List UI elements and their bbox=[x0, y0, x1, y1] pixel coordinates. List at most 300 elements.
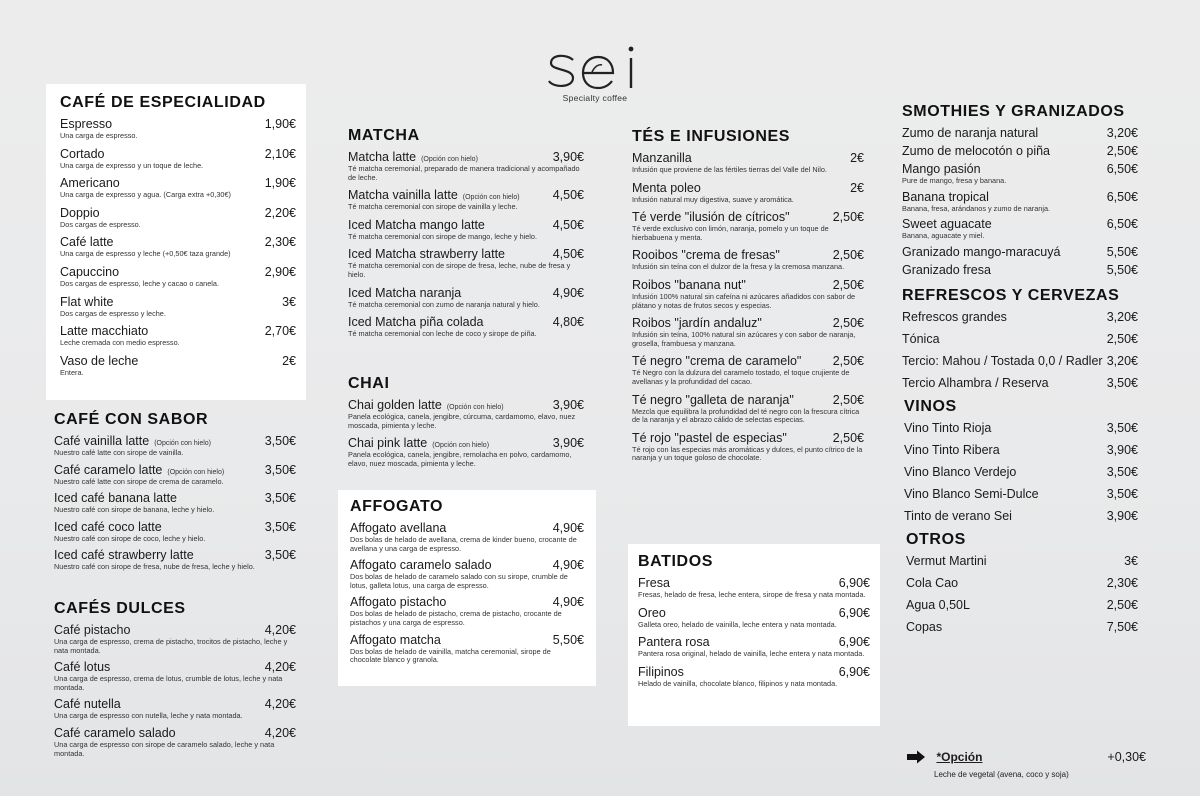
item-name bbox=[902, 162, 981, 176]
menu-item-row bbox=[348, 218, 584, 232]
option-label: *Opción bbox=[936, 750, 983, 764]
item-description: Panela ecológica, canela, jengibre, cúrcuma, cardamomo, elavo, nuez moscada, pimienta y leche. bbox=[348, 412, 576, 430]
item-name bbox=[632, 354, 801, 368]
item-description: Una carga de expresso y agua. (Carga extra +0,30€) bbox=[60, 190, 231, 200]
menu-item-row bbox=[348, 188, 584, 202]
menu-item-row bbox=[54, 548, 296, 562]
item-name bbox=[348, 398, 504, 412]
item-description: Mezcla que equilibra la profundidad del té negro con la frescura cítrica de la naranja y el abrazo cálido de selectas especias. bbox=[632, 406, 860, 425]
item-name bbox=[60, 295, 114, 309]
menu-item bbox=[54, 520, 296, 544]
item-name bbox=[60, 354, 138, 368]
section-refrescos bbox=[902, 287, 1138, 390]
item-name-text: Vino Blanco Semi-Dulce bbox=[904, 486, 1039, 501]
menu-item-row bbox=[348, 398, 584, 412]
menu-item bbox=[350, 521, 584, 553]
item-name bbox=[902, 310, 1007, 324]
item-description: Té matcha ceremonial con zumo de naranja natural y hielo. bbox=[348, 299, 540, 309]
item-price: 2,50€ bbox=[832, 430, 864, 445]
item-description: Dos bolas de helado de caramelo salado con su sirope, crumble de lotus, galleta lotus, una carga de espresso. bbox=[350, 572, 568, 590]
item-price: 4,90€ bbox=[552, 558, 584, 573]
menu-item-row bbox=[60, 265, 296, 279]
item-name-text: Mango pasión bbox=[902, 162, 981, 176]
menu-item bbox=[348, 315, 584, 339]
brand-tagline: Specialty coffee bbox=[562, 93, 628, 103]
menu-item-row bbox=[632, 151, 864, 165]
menu-item bbox=[906, 598, 1138, 612]
menu-item-row bbox=[638, 665, 870, 679]
item-price: 2,50€ bbox=[1106, 597, 1138, 612]
menu-item bbox=[904, 487, 1138, 501]
section-affogato bbox=[350, 498, 584, 670]
item-name-text: Affogato avellana bbox=[350, 521, 447, 535]
menu-item-row bbox=[60, 295, 296, 309]
item-name bbox=[54, 463, 224, 477]
menu-item bbox=[348, 247, 584, 279]
item-name bbox=[904, 509, 1012, 523]
item-price: 2€ bbox=[850, 180, 864, 195]
item-name-text: Granizado fresa bbox=[902, 262, 991, 277]
section-title: SMOTHIES Y GRANIZADOS bbox=[902, 103, 1125, 120]
item-description: Una carga de expresso y un toque de leche. bbox=[60, 160, 204, 170]
section-title: MATCHA bbox=[348, 127, 420, 144]
menu-item bbox=[632, 278, 864, 310]
menu-item bbox=[348, 188, 584, 212]
item-name bbox=[906, 598, 970, 612]
menu-item bbox=[60, 206, 296, 230]
section-sabor bbox=[54, 411, 296, 577]
item-name bbox=[348, 150, 478, 164]
item-name-text: Vino Tinto Ribera bbox=[904, 442, 1000, 457]
item-name-text: Vino Tinto Rioja bbox=[904, 420, 992, 435]
item-price: 2,70€ bbox=[264, 324, 296, 339]
item-name-text: Pantera rosa bbox=[638, 635, 710, 650]
menu-item-row bbox=[350, 558, 584, 572]
item-price: 2,50€ bbox=[832, 277, 864, 292]
item-name-text: Café caramelo salado bbox=[54, 725, 176, 740]
item-name-text: Vermut Martini bbox=[906, 553, 987, 568]
menu-item-row bbox=[632, 181, 864, 195]
menu-item bbox=[902, 144, 1138, 158]
item-price: 3,50€ bbox=[1106, 464, 1138, 479]
item-name-text: Affogato pistacho bbox=[350, 595, 447, 610]
menu-item-row bbox=[60, 147, 296, 161]
menu-item bbox=[906, 576, 1138, 590]
item-name bbox=[350, 633, 441, 647]
item-name bbox=[60, 324, 148, 338]
menu-item-row bbox=[348, 247, 584, 261]
item-name bbox=[60, 265, 119, 279]
item-description: Té rojo con las especias más aromáticas y dulces, el punto cítrico de la naranja y un toque goloso de chocolate. bbox=[632, 444, 863, 463]
item-name bbox=[54, 491, 177, 505]
item-description: Una carga de espresso, crema de pistacho, trocitos de pistacho, leche y nata montada. bbox=[54, 637, 288, 655]
item-name bbox=[632, 248, 780, 262]
section-vinos bbox=[902, 398, 1138, 523]
item-name-text: Matcha latte bbox=[348, 150, 417, 164]
menu-item bbox=[904, 509, 1138, 523]
item-name bbox=[632, 181, 701, 195]
section-title: CAFÉ CON SABOR bbox=[54, 411, 209, 428]
item-name bbox=[632, 431, 787, 445]
item-option-note: (Opción con hielo) bbox=[462, 194, 520, 202]
menu-item-row bbox=[632, 248, 864, 262]
menu-item-row bbox=[902, 162, 1138, 176]
item-name-text: Doppio bbox=[60, 205, 100, 220]
menu-item-row bbox=[904, 465, 1138, 479]
item-price: 6,50€ bbox=[1106, 162, 1138, 176]
item-description: Helado de vainilla, chocolate blanco, filipinos y nata montada. bbox=[638, 678, 838, 688]
menu-item-row bbox=[902, 245, 1138, 259]
section-title: CHAI bbox=[348, 375, 390, 392]
menu-item bbox=[54, 660, 296, 692]
item-description: Té Negro con la dulzura del caramelo tostado, el toque crujiente de avellanas y la profundidad del cacao. bbox=[632, 368, 850, 386]
item-name-text: Iced café banana latte bbox=[54, 491, 178, 506]
item-name bbox=[902, 126, 1038, 140]
item-name bbox=[54, 434, 211, 448]
item-description: Pure de mango, fresa y banana. bbox=[902, 176, 1007, 185]
item-name-text: Vaso de leche bbox=[60, 353, 139, 368]
item-description: Dos bolas de helado de avellana, crema de kinder bueno, crocante de avellana y una carga de espresso. bbox=[350, 535, 577, 553]
item-name bbox=[902, 332, 940, 346]
item-price: 6,50€ bbox=[1106, 217, 1138, 232]
item-name bbox=[60, 117, 112, 131]
menu-item bbox=[54, 697, 296, 721]
section-title: AFFOGATO bbox=[350, 498, 444, 515]
item-name-text: Iced Matcha strawberry latte bbox=[348, 247, 506, 262]
item-price: 2€ bbox=[282, 353, 296, 368]
menu-item-row bbox=[638, 606, 870, 620]
menu-item-row bbox=[902, 144, 1138, 158]
section-title: BATIDOS bbox=[638, 553, 714, 570]
item-price: 4,20€ bbox=[264, 725, 296, 740]
section-smothies bbox=[902, 103, 1138, 277]
menu-item-row bbox=[902, 376, 1138, 390]
item-name-text: Café nutella bbox=[54, 697, 121, 712]
item-option-note: (Opción con hielo) bbox=[167, 468, 225, 476]
menu-item bbox=[902, 354, 1138, 368]
item-price: 4,20€ bbox=[264, 697, 296, 712]
item-price: 1,90€ bbox=[264, 176, 296, 191]
item-name-text: Latte macchiato bbox=[60, 324, 149, 339]
item-name-text: Espresso bbox=[60, 117, 113, 131]
item-name bbox=[60, 235, 114, 249]
item-name-text: Rooibos "crema de fresas" bbox=[632, 248, 780, 263]
menu-item bbox=[902, 162, 1138, 186]
item-description: Una carga de espresso, crema de lotus, crumble de lotus, leche y nata montada. bbox=[54, 674, 283, 692]
item-name bbox=[54, 548, 194, 562]
menu-item-row bbox=[54, 660, 296, 674]
menu-item bbox=[348, 436, 584, 468]
item-price: 3,90€ bbox=[1106, 442, 1138, 457]
menu-item-row bbox=[906, 576, 1138, 590]
menu-item bbox=[54, 463, 296, 487]
item-name bbox=[348, 247, 505, 261]
menu-item bbox=[904, 443, 1138, 457]
menu-item bbox=[60, 147, 296, 171]
menu-item-row bbox=[54, 623, 296, 637]
menu-item-row bbox=[54, 726, 296, 740]
menu-item-row bbox=[632, 431, 864, 445]
item-name bbox=[632, 393, 794, 407]
menu-item-row bbox=[902, 263, 1138, 277]
menu-item bbox=[348, 150, 584, 182]
item-price: 3,50€ bbox=[1106, 486, 1138, 501]
menu-item-row bbox=[904, 443, 1138, 457]
menu-item-row bbox=[54, 697, 296, 711]
item-price: 2,30€ bbox=[264, 235, 296, 250]
item-name bbox=[348, 286, 461, 300]
item-price: 2,20€ bbox=[264, 205, 296, 220]
item-name bbox=[350, 558, 492, 572]
menu-item bbox=[632, 431, 864, 463]
item-description: Una carga de espresso con sirope de caramelo salado, leche y nata montada. bbox=[54, 739, 275, 758]
item-name bbox=[904, 487, 1039, 501]
menu-item bbox=[902, 190, 1138, 214]
item-description: Nuestro café con sirope de banana, leche y hielo. bbox=[54, 505, 215, 515]
item-name bbox=[348, 218, 485, 232]
item-price: 3,50€ bbox=[1106, 375, 1138, 390]
menu-item-row bbox=[632, 393, 864, 407]
item-price: 3,50€ bbox=[264, 548, 296, 563]
item-price: 3,50€ bbox=[1106, 420, 1138, 435]
item-description: Dos bolas de helado de pistacho, crema de pistacho, crocante de pistachos y una carga de espresso. bbox=[350, 609, 562, 627]
menu-item bbox=[348, 286, 584, 310]
item-description: Té matcha ceremonial con de sirope de fresa, leche, nube de fresa y hielo. bbox=[348, 261, 571, 279]
item-name-text: Iced Matcha piña colada bbox=[348, 315, 484, 330]
item-name-text: Affogato matcha bbox=[350, 632, 441, 647]
section-batidos bbox=[638, 553, 870, 694]
item-price: 6,90€ bbox=[838, 605, 870, 620]
menu-item-row bbox=[348, 286, 584, 300]
item-price: 1,90€ bbox=[264, 117, 296, 131]
item-price: 3,20€ bbox=[1106, 353, 1138, 368]
item-name-text: Chai golden latte bbox=[348, 398, 442, 412]
item-name-text: Fresa bbox=[638, 576, 670, 590]
item-price: 2,50€ bbox=[1106, 144, 1138, 158]
menu-item bbox=[60, 117, 296, 141]
item-price: 2,50€ bbox=[832, 210, 864, 225]
item-description: Infusión sin teína con el dulzor de la fresa y la cremosa manzana. bbox=[632, 262, 845, 272]
menu-item bbox=[60, 235, 296, 259]
column-drinks bbox=[902, 103, 1138, 642]
item-description: Té matcha ceremonial con leche de coco y sirope de piña. bbox=[348, 329, 537, 339]
menu-item bbox=[902, 217, 1138, 241]
item-option-note: (Opción con hielo) bbox=[154, 440, 212, 447]
menu-item-row bbox=[60, 117, 296, 131]
item-price: 3€ bbox=[282, 294, 296, 309]
section-dulces bbox=[54, 600, 296, 763]
menu-item bbox=[350, 633, 584, 665]
menu-item bbox=[902, 376, 1138, 390]
menu-item-row bbox=[54, 491, 296, 505]
menu-item bbox=[632, 248, 864, 272]
menu-item-row bbox=[350, 595, 584, 609]
item-name-text: Cortado bbox=[60, 146, 105, 161]
item-name-text: Té verde "ilusión de cítricos" bbox=[632, 210, 790, 225]
menu-item bbox=[60, 295, 296, 319]
item-price: 4,20€ bbox=[264, 623, 296, 637]
menu-item bbox=[54, 434, 296, 458]
item-price: 6,50€ bbox=[1106, 189, 1138, 204]
item-name-text: Chai pink latte bbox=[348, 436, 428, 451]
section-title: REFRESCOS Y CERVEZAS bbox=[902, 286, 1120, 304]
menu-item bbox=[632, 354, 864, 386]
section-title: VINOS bbox=[904, 397, 957, 415]
item-name bbox=[632, 151, 692, 165]
menu-item bbox=[60, 324, 296, 348]
item-name bbox=[902, 263, 991, 277]
menu-item-row bbox=[902, 190, 1138, 204]
item-description: Leche cremada con medio espresso. bbox=[60, 338, 180, 348]
item-name-text: Roibos "jardín andaluz" bbox=[632, 316, 762, 331]
item-name bbox=[902, 354, 1103, 368]
item-price: 3,20€ bbox=[1106, 126, 1138, 140]
sei-logo-icon bbox=[545, 44, 645, 92]
item-name-text: Refrescos grandes bbox=[902, 309, 1007, 324]
section-otros bbox=[902, 531, 1138, 634]
item-name bbox=[902, 376, 1049, 390]
item-price: 2,50€ bbox=[832, 316, 864, 331]
item-price: 2,30€ bbox=[1106, 575, 1138, 590]
item-name-text: Tónica bbox=[902, 331, 940, 346]
item-description: Galleta oreo, helado de vainilla, leche entera y nata montada. bbox=[638, 619, 837, 629]
item-description: Una carga de espresso. bbox=[60, 131, 138, 140]
item-price: 2,50€ bbox=[832, 354, 864, 369]
item-name-text: Cola Cao bbox=[906, 575, 959, 590]
item-price: 3,50€ bbox=[264, 434, 296, 448]
option-description: Leche de vegetal (avena, coco y soja) bbox=[934, 770, 1069, 779]
item-name bbox=[54, 726, 176, 740]
item-price: 3€ bbox=[1124, 553, 1138, 568]
item-price: 5,50€ bbox=[552, 632, 584, 647]
item-name bbox=[906, 576, 958, 590]
menu-item bbox=[60, 176, 296, 200]
item-price: 2,50€ bbox=[832, 392, 864, 407]
item-description: Té matcha ceremonial con sirope de mango, leche y hielo. bbox=[348, 231, 538, 241]
item-price: 3,20€ bbox=[1106, 309, 1138, 324]
menu-item bbox=[632, 316, 864, 348]
item-name-text: Té negro "crema de caramelo" bbox=[632, 354, 802, 369]
menu-item-row bbox=[902, 126, 1138, 140]
section-title: CAFÉ DE ESPECIALIDAD bbox=[60, 94, 266, 111]
menu-item-row bbox=[60, 324, 296, 338]
item-name-text: Copas bbox=[906, 619, 943, 634]
item-description: Banana, aguacate y miel. bbox=[902, 231, 985, 241]
item-price: 4,80€ bbox=[552, 315, 584, 330]
menu-item bbox=[60, 354, 296, 378]
menu-item bbox=[902, 310, 1138, 324]
item-name-text: Americano bbox=[60, 176, 120, 191]
menu-item bbox=[348, 218, 584, 242]
item-name bbox=[638, 576, 670, 590]
menu-item bbox=[348, 398, 584, 430]
section-title: CAFÉS DULCES bbox=[54, 600, 186, 617]
menu-item bbox=[54, 548, 296, 572]
item-name bbox=[60, 147, 104, 161]
item-price: 3,50€ bbox=[264, 462, 296, 477]
item-name bbox=[60, 176, 120, 190]
item-name-text: Tercio: Mahou / Tostada 0,0 / Radler bbox=[902, 353, 1103, 368]
menu-item bbox=[638, 576, 870, 600]
menu-item bbox=[638, 635, 870, 659]
item-name-text: Café vainilla latte bbox=[54, 434, 150, 448]
item-name bbox=[638, 606, 666, 620]
menu-item-row bbox=[54, 463, 296, 477]
milk-option-note bbox=[906, 748, 1146, 779]
item-name-text: Capuccino bbox=[60, 264, 120, 279]
item-name bbox=[350, 521, 446, 535]
menu-item bbox=[54, 491, 296, 515]
menu-item bbox=[54, 726, 296, 758]
item-price: 4,90€ bbox=[552, 521, 584, 535]
item-name-text: Café latte bbox=[60, 235, 114, 250]
menu-item bbox=[632, 151, 864, 175]
item-name-text: Manzanilla bbox=[632, 151, 692, 165]
menu-item-row bbox=[60, 206, 296, 220]
brand-logo bbox=[540, 44, 650, 116]
item-name bbox=[54, 623, 130, 637]
section-tes bbox=[632, 128, 864, 469]
menu-item bbox=[906, 554, 1138, 568]
item-description: Infusión que proviene de las fértiles tierras del Valle del Nilo. bbox=[632, 165, 827, 174]
item-description: Té matcha ceremonial, preparado de manera tradicional y acompañado de leche. bbox=[348, 164, 580, 182]
item-price: 4,20€ bbox=[264, 660, 296, 675]
item-price: 5,50€ bbox=[1106, 262, 1138, 277]
menu-item-row bbox=[902, 310, 1138, 324]
item-name-text: Café lotus bbox=[54, 660, 111, 675]
item-name bbox=[904, 421, 991, 435]
item-description: Nuestro café latte con sirope de crema de caramelo. bbox=[54, 476, 224, 486]
item-price: 4,90€ bbox=[552, 595, 584, 610]
item-price: 6,90€ bbox=[838, 635, 870, 650]
item-name-text: Affogato caramelo salado bbox=[350, 558, 492, 573]
item-description: Dos bolas de helado de vainilla, matcha ceremonial, sirope de chocolate blanco y granola. bbox=[350, 646, 551, 665]
menu-item bbox=[904, 465, 1138, 479]
item-name bbox=[904, 465, 1016, 479]
item-name-text: Café caramelo latte bbox=[54, 462, 163, 477]
menu-item-row bbox=[350, 521, 584, 535]
menu-item bbox=[904, 421, 1138, 435]
section-title: TÉS E INFUSIONES bbox=[632, 128, 791, 145]
item-name-text: Sweet aguacate bbox=[902, 217, 992, 232]
menu-item-row bbox=[348, 150, 584, 164]
item-name-text: Té negro "galleta de naranja" bbox=[632, 392, 794, 407]
item-name-text: Zumo de melocotón o piña bbox=[902, 144, 1051, 158]
item-name-text: Flat white bbox=[60, 294, 114, 309]
menu-item-row bbox=[906, 620, 1138, 634]
item-name-text: Iced café coco latte bbox=[54, 519, 162, 534]
item-name bbox=[348, 436, 489, 450]
item-name bbox=[902, 190, 989, 204]
item-name bbox=[902, 217, 992, 231]
menu-item-row bbox=[632, 316, 864, 330]
item-description: Nuestro café con sirope de fresa, nube de fresa, leche y hielo. bbox=[54, 562, 255, 572]
item-name-text: Roibos "banana nut" bbox=[632, 277, 746, 292]
item-name-text: Menta poleo bbox=[632, 180, 701, 195]
item-option-note: (Opción con hielo) bbox=[421, 156, 478, 163]
item-name bbox=[638, 635, 710, 649]
item-description: Pantera rosa original, helado de vainilla, leche entera y nata montada. bbox=[638, 649, 865, 659]
item-name bbox=[904, 443, 1000, 457]
item-name bbox=[902, 245, 1060, 259]
menu-item-row bbox=[350, 633, 584, 647]
menu-item-row bbox=[906, 554, 1138, 568]
item-name bbox=[632, 278, 746, 292]
item-name-text: Vino Blanco Verdejo bbox=[904, 464, 1017, 479]
menu-item-row bbox=[904, 421, 1138, 435]
menu-item-row bbox=[54, 434, 296, 448]
item-description: Entera. bbox=[60, 367, 84, 377]
